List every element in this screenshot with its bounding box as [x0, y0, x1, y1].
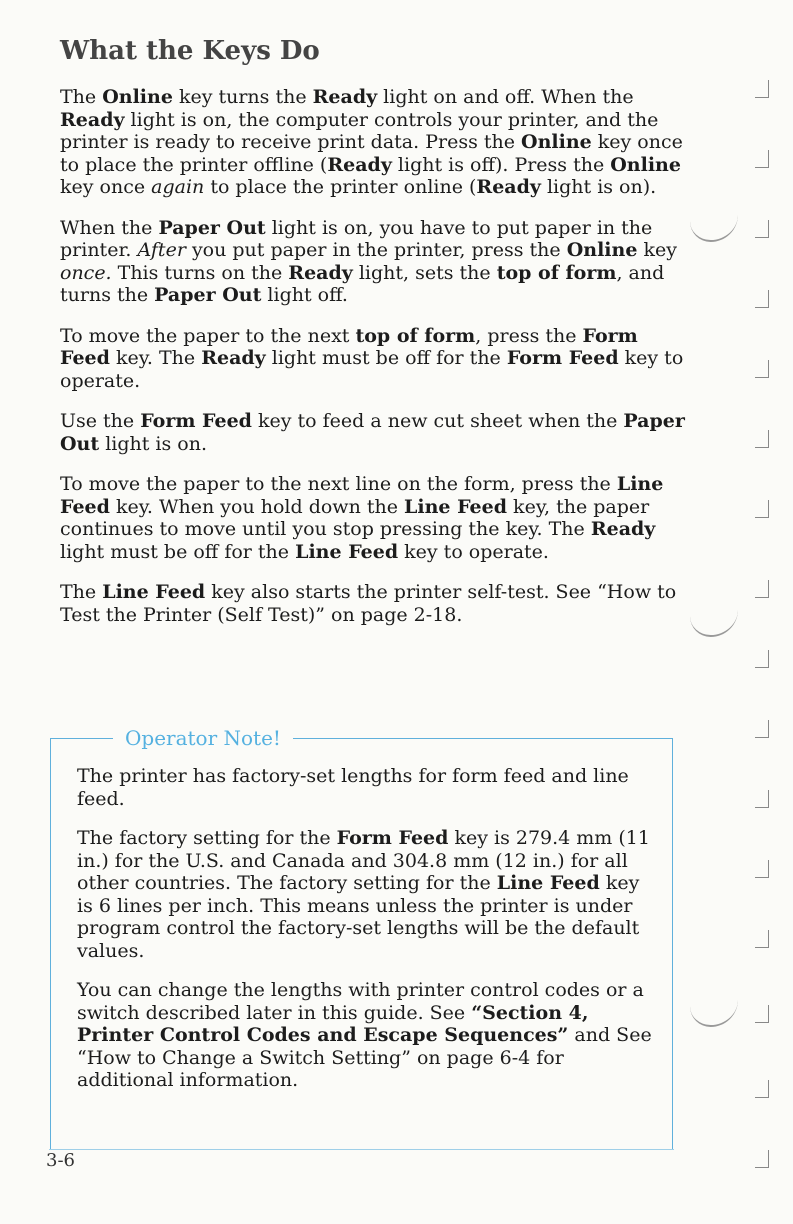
note-paragraph-factory-lengths: The printer has factory-set lengths for form feed and line feed.: [77, 765, 629, 810]
binder-ring-mark: [690, 985, 738, 1027]
operator-note-title: Operator Note!: [113, 726, 293, 750]
tab-mark: [735, 650, 775, 670]
note-paragraph-factory-settings: The factory setting for the Form Feed key is 279.4 mm (11 in.) for the U.S. and Canada and 304.8 mm (12 in.) for all other countries. The factory setting for the Line Feed key is 6 lines per inch. This means unless the printer is under program control the factory-set lengths will be the default values.: [77, 827, 650, 962]
tab-mark: [735, 580, 775, 600]
tab-mark: [735, 720, 775, 740]
tab-mark: [735, 860, 775, 880]
paragraph-cut-sheet: Use the Form Feed key to feed a new cut sheet when the Paper Out light is on.: [60, 410, 685, 455]
page-title: What the Keys Do: [60, 36, 320, 66]
tab-mark: [735, 930, 775, 950]
operator-note-box: [50, 726, 673, 1150]
tab-mark: [735, 1005, 775, 1025]
tab-mark: [735, 360, 775, 380]
tab-mark: [735, 220, 775, 240]
paragraph-paper-out: When the Paper Out light is on, you have to put paper in the printer. After you put paper in the printer, press the Online key once. This turns on the Ready light, sets the top of form, and turns the Paper Out light off.: [60, 216, 677, 306]
tab-mark: [735, 1080, 775, 1100]
operator-note-body: [77, 765, 652, 1109]
tab-mark: [735, 150, 775, 170]
tab-mark: [735, 790, 775, 810]
binder-ring-mark: [690, 595, 738, 637]
binder-ring-mark: [690, 200, 738, 242]
paragraph-online-key: The Online key turns the Ready light on and off. When the Ready light is on, the computer controls your printer, and the printer is ready to receive print data. Press the Online key once to place the printer offline (Ready light is off). Press the Online key once again to place the printer online (Ready light is on).: [60, 86, 683, 198]
paragraph-self-test: The Line Feed key also starts the printer self-test. See “How to Test the Printer (Self Test)” on page 2-18.: [60, 581, 677, 626]
binder-tab-marks: [735, 70, 775, 1180]
note-paragraph-change-lengths: You can change the lengths with printer control codes or a switch described later in this guide. See “Section 4, Printer Control Codes and Escape Sequences” and See “How to Change a Switch Setting” on page 6-4 for additional information.: [77, 979, 652, 1091]
tab-mark: [735, 80, 775, 100]
tab-mark: [735, 500, 775, 520]
paragraph-line-feed: To move the paper to the next line on the form, press the Line Feed key. When you hold down the Line Feed key, the paper continues to move until you stop pressing the key. The Ready light must be off for the Line Feed key to operate.: [60, 473, 664, 563]
tab-mark: [735, 1150, 775, 1170]
tab-mark: [735, 290, 775, 310]
page-number: 3-6: [46, 1150, 75, 1171]
body-text: [60, 86, 690, 644]
paragraph-form-feed: To move the paper to the next top of form, press the Form Feed key. The Ready light must be off for the Form Feed key to operate.: [60, 324, 684, 392]
tab-mark: [735, 430, 775, 450]
